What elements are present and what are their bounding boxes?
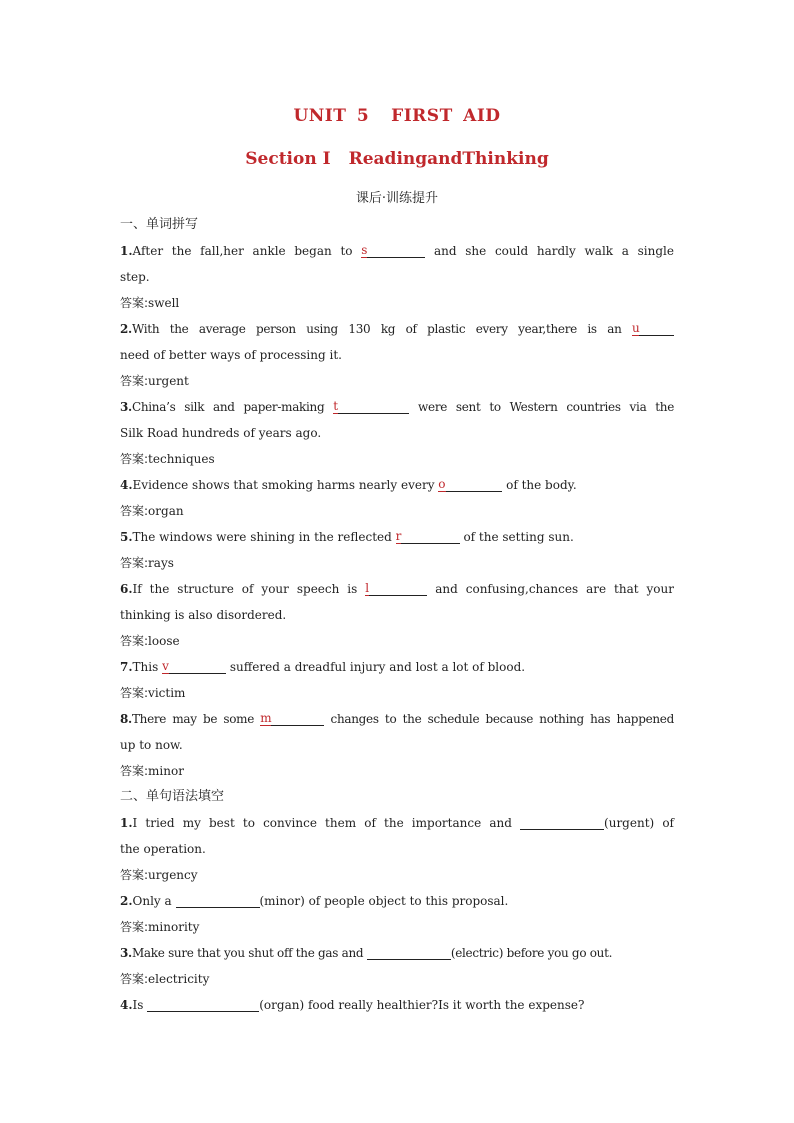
answer-line: 答案:swell xyxy=(120,296,180,310)
answer-text: urgent xyxy=(148,374,189,388)
answer-text: minor xyxy=(148,764,184,778)
answer-line: 答案:electricity xyxy=(120,972,210,986)
answer-text: techniques xyxy=(148,452,215,466)
exercise-content xyxy=(120,212,674,1018)
answer-blank[interactable]: l xyxy=(365,581,427,596)
question-line-cont: up to now. xyxy=(120,738,183,752)
answer-blank[interactable] xyxy=(367,945,451,960)
answer-line: 答案:victim xyxy=(120,686,186,700)
answer-line: 答案:techniques xyxy=(120,452,215,466)
question-line: 7.This v suffered a dreadful injury and lost a lot of blood. xyxy=(120,659,526,674)
answer-line: 答案:organ xyxy=(120,504,184,518)
exercise-subtitle: 课后·训练提升 xyxy=(355,191,439,206)
question-line: 3.China’s silk and paper-making t were sent to Western countries via the xyxy=(120,399,675,414)
answer-text: swell xyxy=(148,296,180,310)
answer-blank[interactable]: s xyxy=(361,243,425,258)
answer-blank[interactable] xyxy=(176,893,260,908)
answer-line: 答案:rays xyxy=(120,556,174,570)
section-name: ReadingandThinking xyxy=(348,149,549,169)
question-line-cont: thinking is also disordered. xyxy=(120,608,287,622)
answer-blank[interactable]: m xyxy=(260,711,324,726)
answer-line: 答案:loose xyxy=(120,634,180,648)
answer-blank[interactable]: o xyxy=(438,477,502,492)
answer-line: 答案:urgent xyxy=(120,374,189,388)
answer-blank[interactable]: v xyxy=(162,659,226,674)
answer-text: organ xyxy=(148,504,184,518)
unit-topic: FIRST AID xyxy=(391,106,501,126)
answer-line: 答案:minor xyxy=(120,764,184,778)
question-line: 1.After the fall,her ankle began to s and she could hardly walk a single xyxy=(120,243,674,258)
answer-text: minority xyxy=(148,920,200,934)
answer-blank[interactable] xyxy=(520,815,604,830)
question-line-cont: Silk Road hundreds of years ago. xyxy=(120,426,322,440)
question-line: 3.Make sure that you shut off the gas and (electric) before you go out. xyxy=(120,946,613,960)
answer-line: 答案:minority xyxy=(120,920,200,934)
answer-blank[interactable] xyxy=(147,997,259,1012)
answer-text: rays xyxy=(148,556,174,570)
answer-text: victim xyxy=(148,686,186,700)
unit-number: UNIT 5 xyxy=(293,106,370,126)
question-line-cont: step. xyxy=(120,270,150,284)
answer-blank[interactable]: t xyxy=(333,399,409,414)
answer-text: loose xyxy=(148,634,180,648)
unit-title xyxy=(0,106,794,126)
answer-text: electricity xyxy=(148,972,210,986)
section-number: Section Ⅰ xyxy=(245,149,331,169)
answer-text: urgency xyxy=(148,868,198,882)
part1-heading: 一、单词拼写 xyxy=(120,217,199,232)
question-line: 2.Only a (minor) of people object to this proposal. xyxy=(120,894,509,908)
question-line: 8.There may be some m changes to the schedule because nothing has happened xyxy=(120,711,674,726)
question-line-cont: need of better ways of processing it. xyxy=(120,348,342,362)
question-line-cont: the operation. xyxy=(120,842,206,856)
answer-line: 答案:urgency xyxy=(120,868,198,882)
question-line: 4.Is (organ) food really healthier?Is it worth the expense? xyxy=(120,998,585,1012)
answer-blank[interactable]: u xyxy=(632,321,674,336)
answer-blank[interactable]: r xyxy=(396,529,460,544)
part2-heading: 二、单句语法填空 xyxy=(120,789,225,804)
question-line: 6.If the structure of your speech is l and confusing,chances are that your xyxy=(120,581,674,596)
question-line: 5.The windows were shining in the reflected r of the setting sun. xyxy=(120,529,574,544)
question-line: 4.Evidence shows that smoking harms nearly every o of the body. xyxy=(120,477,577,492)
section-title xyxy=(0,149,794,169)
question-line: 2.With the average person using 130 kg of plastic every year,there is an u xyxy=(120,316,674,342)
question-line: 1.I tried my best to convince them of the importance and (urgent) of xyxy=(120,816,674,830)
